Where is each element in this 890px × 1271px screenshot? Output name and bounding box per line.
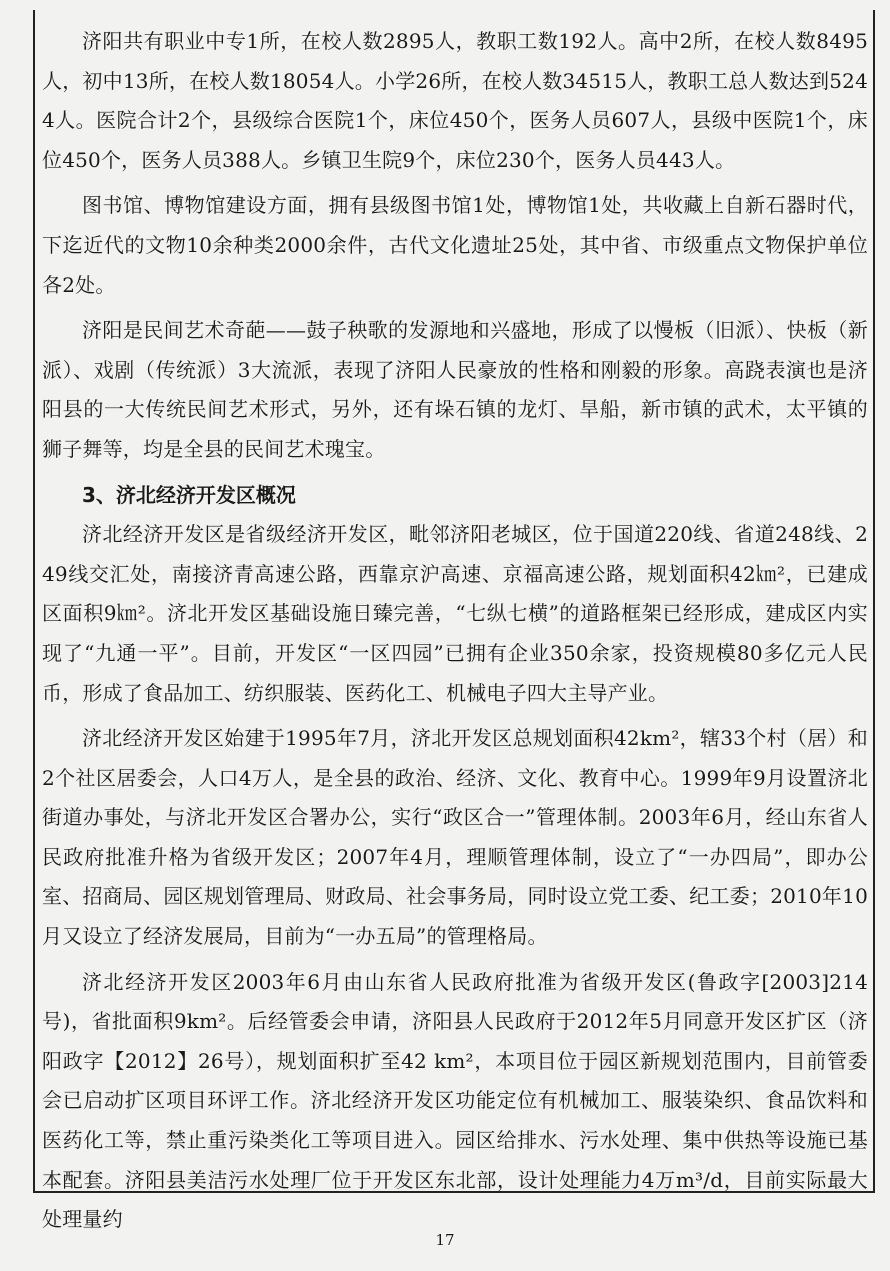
section-heading: 3、济北经济开发区概况 [82, 482, 296, 507]
paragraph-zone-overview: 济北经济开发区是省级经济开发区，毗邻济阳老城区，位于国道220线、省道248线、249线交汇处，南接济青高速公路，西靠京沪高速、京福高速公路，规划面积42㎞²，已建成区面积9㎞²。济北开发区基础设施日臻完善，“七纵七横”的道路框架已经形成，建成区内实现了“九通一平”。目前，开发区“一区四园”已拥有企业350余家，投资规模80多亿元人民币，形成了食品加工、纺织服装、医药化工、机械电子四大主导产业。 [42, 522, 868, 705]
paragraph-education-health: 济阳共有职业中专1所，在校人数2895人，教职工数192人。高中2所，在校人数8495人，初中13所，在校人数18054人。小学26所，在校人数34515人，教职工总人数达到5244人。医院合计2个，县级综合医院1个，床位450个，医务人员607人，县级中医院1个，床位450个，医务人员388人。乡镇卫生院9个，床位230个，医务人员443人。 [42, 29, 868, 172]
paragraph-folk-art: 济阳是民间艺术奇葩——鼓子秧歌的发源地和兴盛地，形成了以慢板（旧派）、快板（新派）、戏剧（传统派）3大流派，表现了济阳人民豪放的性格和刚毅的形象。高跷表演也是济阳县的一大传统民间艺术形式，另外，还有垛石镇的龙灯、旱船，新市镇的武术，太平镇的狮子舞等，均是全县的民间艺术瑰宝。 [42, 318, 868, 461]
paragraph-zone-approval: 济北经济开发区2003年6月由山东省人民政府批准为省级开发区(鲁政字[2003]214号)，省批面积9km²。后经管委会申请，济阳县人民政府于2012年5月同意开发区扩区（济阳政字【2012】26号），规划面积扩至42 km²，本项目位于园区新规划范围内，目前管委会已启动扩区项目环评工作。济北经济开发区功能定位有机械加工、服装染织、食品饮料和医药化工等，禁止重污染类化工等项目进入。园区给排水、污水处理、集中供热等设施已基本配套。济阳县美洁污水处理厂位于开发区东北部，设计处理能力4万m³/d，目前实际最大处理量约 [42, 969, 868, 1232]
paragraph-library-museum: 图书馆、博物馆建设方面，拥有县级图书馆1处，博物馆1处，共收藏上自新石器时代，下迄近代的文物10余种类2000余件，古代文化遗址25处，其中省、市级重点文物保护单位各2处。 [42, 193, 868, 297]
document-body [42, 22, 868, 1246]
page-number: 17 [435, 1231, 455, 1249]
paragraph-zone-history: 济北经济开发区始建于1995年7月，济北开发区总规划面积42km²，辖33个村（居）和2个社区居委会，人口4万人，是全县的政治、经济、文化、教育中心。1999年9月设置济北街道办事处，与济北开发区合署办公，实行“政区合一”管理体制。2003年6月，经山东省人民政府批准升格为省级开发区；2007年4月，理顺管理体制，设立了“一办四局”，即办公室、招商局、园区规划管理局、财政局、社会事务局，同时设立党工委、纪工委；2010年10月又设立了经济发展局，目前为“一办五局”的管理格局。 [42, 726, 868, 949]
